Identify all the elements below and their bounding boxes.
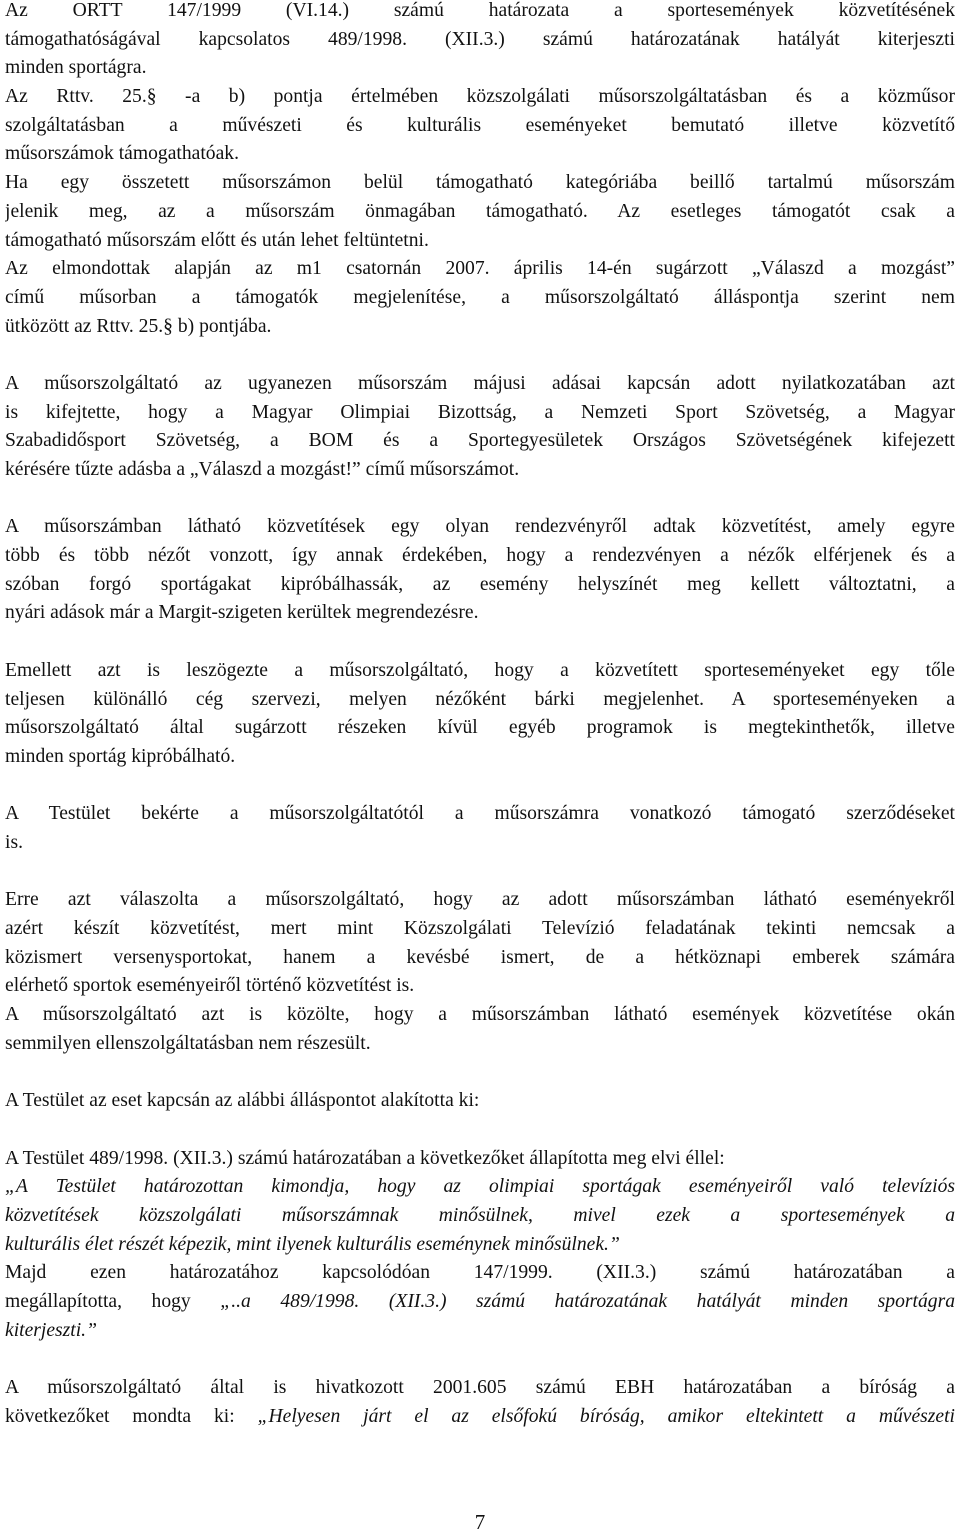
document-page: [5, 0, 955, 1431]
text-line: semmilyen ellenszolgáltatásban nem részesült.: [5, 1032, 371, 1054]
text-span: megállapította, hogy: [5, 1290, 221, 1312]
text-line: A műsorszámban látható közvetítések egy olyan rendezvényről adtak közvetítést, amely egyre: [5, 516, 955, 538]
text-line: teljesen különálló cég szervezi, melyen nézőként bárki megjelenhet. A sporteseményeken a: [5, 688, 955, 710]
text-line: több és több nézőt vonzott, így annak érdekében, hogy a rendezvényen a nézők elférjenek és a: [5, 545, 955, 567]
text-line: műsorszámok támogathatóak.: [5, 143, 239, 165]
page-number: 7: [474, 1510, 486, 1534]
text-line: közismert versenysportokat, hanem a kevésbé ismert, de a hétköznapi emberek számára: [5, 946, 955, 968]
text-line: szolgáltatásban a művészeti és kulturális eseményeket bemutató illetve közvetítő: [5, 114, 955, 136]
text-line: minden sportág kipróbálható.: [5, 745, 236, 767]
quote-line: kiterjeszti.”: [5, 1319, 97, 1341]
mixed-line: [5, 1403, 955, 1432]
text-line: A Testület 489/1998. (XII.3.) számú határozatában a következőket állapította meg elvi éllel:: [5, 1147, 725, 1169]
text-line: A műsorszolgáltató az ugyanezen műsorszám májusi adásai kapcsán adott nyilatkozatában azt: [5, 372, 955, 394]
text-line: támogathatóságával kapcsolatos 489/1998. (XII.3.) számú határozatának hatályát kiterjeszti: [5, 28, 955, 50]
text-line: is kifejtette, hogy a Magyar Olimpiai Bizottság, a Nemzeti Sport Szövetség, a Magyar: [5, 401, 955, 423]
quote-line: közvetítések közszolgálati műsorszámnak minősülnek, mivel ezek a sportesemények a: [5, 1204, 955, 1226]
text-line: című műsorban a támogatók megjelenítése, a műsorszolgáltató álláspontja szerint nem: [5, 286, 955, 308]
text-line: Az elmondottak alapján az m1 csatornán 2007. április 14-én sugárzott „Válaszd a mozgást”: [5, 258, 955, 280]
text-line: A műsorszolgáltató által is hivatkozott 2001.605 számú EBH határozatában a bíróság a: [5, 1377, 955, 1398]
text-line: azért készít közvetítést, mert mint Közszolgálati Televízió feladatának tekinti nemcsak a: [5, 918, 955, 939]
paragraph-gap: [5, 1116, 955, 1145]
text-line: minden sportágra.: [5, 57, 147, 79]
mixed-line: [5, 1288, 955, 1317]
text-line: szóban forgó sportágakat kipróbálhassák, az esemény helyszínét meg kellett változtatni, a: [5, 573, 955, 595]
text-line: elérhető sportok eseményeiről történő közvetítést is.: [5, 975, 415, 997]
text-line: jelenik meg, az a műsorszám önmagában támogatható. Az esetleges támogatót csak a: [5, 200, 955, 222]
text-line: A Testület az eset kapcsán az alábbi álláspontot alakította ki:: [5, 1090, 480, 1112]
text-line: nyári adások már a Margit-szigeten kerültek megrendezésre.: [5, 602, 479, 624]
text-line: is.: [5, 831, 23, 853]
paragraph-gap: [5, 628, 955, 657]
quote-span: „Helyesen járt el az elsőfokú bíróság, amikor eltekintett a művészeti: [257, 1405, 955, 1427]
text-span: következőket mondta ki:: [5, 1405, 258, 1427]
paragraph-gap: [5, 858, 955, 887]
paragraph-gap: [5, 341, 955, 370]
quote-line: kulturális élet részét képezik, mint ilyenek kulturális eseménynek minősülnek.”: [5, 1233, 620, 1255]
paragraph-gap: [5, 772, 955, 801]
text-line: ütközött az Rttv. 25.§ b) pontjába.: [5, 315, 272, 337]
quote-line: „A Testület határozottan kimondja, hogy az olimpiai sportágak eseményeiről való televíziós: [5, 1176, 955, 1198]
text-line: Az ORTT 147/1999 (VI.14.) számú határozata a sportesemények közvetítésének: [5, 0, 955, 21]
text-line: műsorszolgáltató által sugárzott részeken kívül egyéb programok is megtekinthetők, illetve: [5, 717, 955, 739]
text-line: A Testület bekérte a műsorszolgáltatótól a műsorszámra vonatkozó támogató szerződéseket: [5, 803, 955, 825]
text-line: Szabadidősport Szövetség, a BOM és a Sportegyesületek Országos Szövetségének kifejezett: [5, 430, 955, 452]
quote-span: „..a 489/1998. (XII.3.) számú határozatának hatályát minden sportágra: [220, 1290, 955, 1312]
text-line: Majd ezen határozatához kapcsolódóan 147/1999. (XII.3.) számú határozatában a: [5, 1262, 955, 1284]
text-line: Emellett azt is leszögezte a műsorszolgáltató, hogy a közvetített sporteseményeket egy tőle: [5, 659, 955, 681]
text-line: Erre azt válaszolta a műsorszolgáltató, hogy az adott műsorszámban látható eseményekről: [5, 889, 955, 911]
text-line: A műsorszolgáltató azt is közölte, hogy a műsorszámban látható események közvetítése okán: [5, 1004, 955, 1026]
paragraph-gap: [5, 485, 955, 514]
text-line: Ha egy összetett műsorszámon belül támogatható kategóriába beillő tartalmú műsorszám: [5, 172, 955, 194]
paragraph-gap: [5, 1058, 955, 1087]
text-line: kérésére tűzte adásba a „Válaszd a mozgást!” című műsorszámot.: [5, 459, 520, 480]
text-line: támogatható műsorszám előtt és után lehet feltüntetni.: [5, 229, 429, 251]
paragraph-gap: [5, 1345, 955, 1374]
text-line: Az Rttv. 25.§ -a b) pontja értelmében közszolgálati műsorszolgáltatásban és a közműsor: [5, 86, 955, 108]
